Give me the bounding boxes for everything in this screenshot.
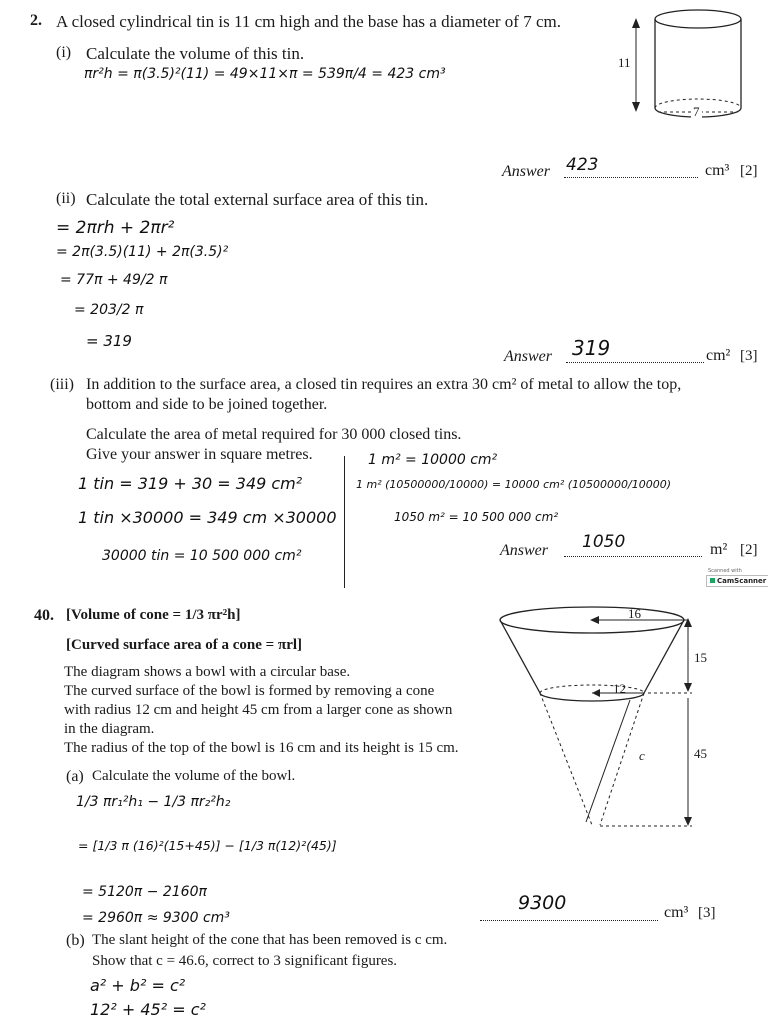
part-a-working-line: = [1/3 π (16)²(15+45)] − [1/3 π(12)²(45)] [78, 838, 337, 853]
part-i-working: πr²h = π(3.5)²(11) = 49×11×π = 539π/4 = 423 cm³ [84, 66, 446, 82]
part-i-question: Calculate the volume of this tin. [86, 44, 305, 63]
part-ii-working-line: = 203/2 π [74, 302, 144, 318]
part-iii-working-right: 1 m² (10500000/10000) = 10000 cm² (10500000/10000) [356, 478, 672, 491]
part-iii-working-left: 30000 tin = 10 500 000 cm² [102, 548, 302, 564]
q40-intro-line: The diagram shows a bowl with a circular base. [64, 664, 351, 680]
part-i-label: (i) [56, 44, 72, 61]
inner-radius-label: 12 [613, 681, 626, 696]
part-ii-marks: [3] [740, 348, 758, 364]
part-ii-unit: cm² [706, 347, 731, 364]
part-a-unit: cm³ [664, 904, 689, 921]
part-iii-text-1: In addition to the surface area, a closed tin requires an extra 30 cm² of metal to allow the top, [86, 376, 682, 393]
part-a-working-line: 1/3 πr₁²h₁ − 1/3 πr₂²h₂ [76, 794, 231, 810]
question-number-40: 40. [34, 607, 54, 624]
cone-surface-formula: [Curved surface area of a cone = πrl] [66, 637, 303, 653]
part-iii-text-4: Give your answer in square metres. [86, 446, 313, 463]
part-b-text-1: The slant height of the cone that has been removed is c cm. [92, 932, 448, 948]
top-radius-label: 16 [628, 606, 641, 621]
question-2-stem: A closed cylindrical tin is 11 cm high and the base has a diameter of 7 cm. [56, 12, 561, 31]
part-ii-working-line: = 319 [86, 332, 132, 350]
cone-volume-formula: [Volume of cone = 1/3 πr²h] [66, 607, 241, 623]
part-iii-unit: m² [710, 541, 728, 558]
question-number-2: 2. [30, 12, 42, 29]
watermark-brand: CamScanner [717, 577, 767, 585]
part-iii-answer: 1050 [582, 532, 626, 552]
part-ii-working-line: = 2π(3.5)(11) + 2π(3.5)² [56, 244, 229, 260]
part-ii-label: (ii) [56, 190, 76, 207]
watermark-caption: Scanned with [708, 568, 742, 574]
part-a-label: (a) [66, 768, 84, 785]
part-ii-working-line: = 77π + 49/2 π [60, 272, 168, 288]
part-a-working-line: = 2960π ≈ 9300 cm³ [82, 910, 230, 926]
q40-intro-line: The curved surface of the bowl is formed by removing a cone [64, 683, 435, 699]
bowl-height-label: 15 [694, 650, 707, 665]
part-iii-marks: [2] [740, 542, 758, 558]
part-i-answer-label: Answer [502, 163, 550, 180]
part-iii-answer-label: Answer [500, 542, 548, 559]
q40-intro-line: with radius 12 cm and height 45 cm from a larger cone as shown [64, 702, 453, 718]
part-b-working-line: a² + b² = c² [90, 976, 186, 995]
part-iii-working-left: 1 tin ×30000 = 349 cm ×30000 [78, 508, 337, 527]
part-iii-text-3: Calculate the area of metal required for 30 000 closed tins. [86, 426, 462, 443]
part-i-answer: 423 [566, 155, 599, 175]
q40-intro-line: in the diagram. [64, 721, 155, 737]
cylinder-diameter-label: 7 [693, 104, 700, 119]
cone-height-label: 45 [694, 746, 707, 761]
part-iii-text-2: bottom and side to be joined together. [86, 396, 328, 413]
slant-label: c [639, 748, 645, 763]
part-a-answer-line [480, 906, 658, 921]
part-b-label: (b) [66, 932, 85, 949]
part-a-question: Calculate the volume of the bowl. [92, 768, 296, 784]
part-iii-label: (iii) [50, 376, 74, 393]
part-i-marks: [2] [740, 163, 758, 179]
part-i-unit: cm³ [705, 162, 730, 179]
part-iii-working-right: 1 m² = 10000 cm² [368, 452, 498, 468]
cylinder-height-label: 11 [618, 55, 631, 70]
part-a-answer: 9300 [518, 892, 567, 914]
part-ii-answer-label: Answer [504, 348, 552, 365]
part-b-text-2: Show that c = 46.6, correct to 3 significant figures. [92, 953, 398, 969]
part-iii-working-right: 1050 m² = 10 500 000 cm² [394, 510, 559, 524]
part-ii-question: Calculate the total external surface area of this tin. [86, 190, 429, 209]
part-iii-working-left: 1 tin = 319 + 30 = 349 cm² [78, 474, 303, 493]
part-b-working-line: 12² + 45² = c² [90, 1000, 206, 1019]
part-ii-answer: 319 [572, 336, 611, 360]
part-a-marks: [3] [698, 905, 716, 921]
q40-intro-line: The radius of the top of the bowl is 16 cm and its height is 15 cm. [64, 740, 459, 756]
part-ii-working-line: = 2πrh + 2πr² [56, 218, 175, 238]
part-a-working-line: = 5120π − 2160π [82, 884, 207, 900]
